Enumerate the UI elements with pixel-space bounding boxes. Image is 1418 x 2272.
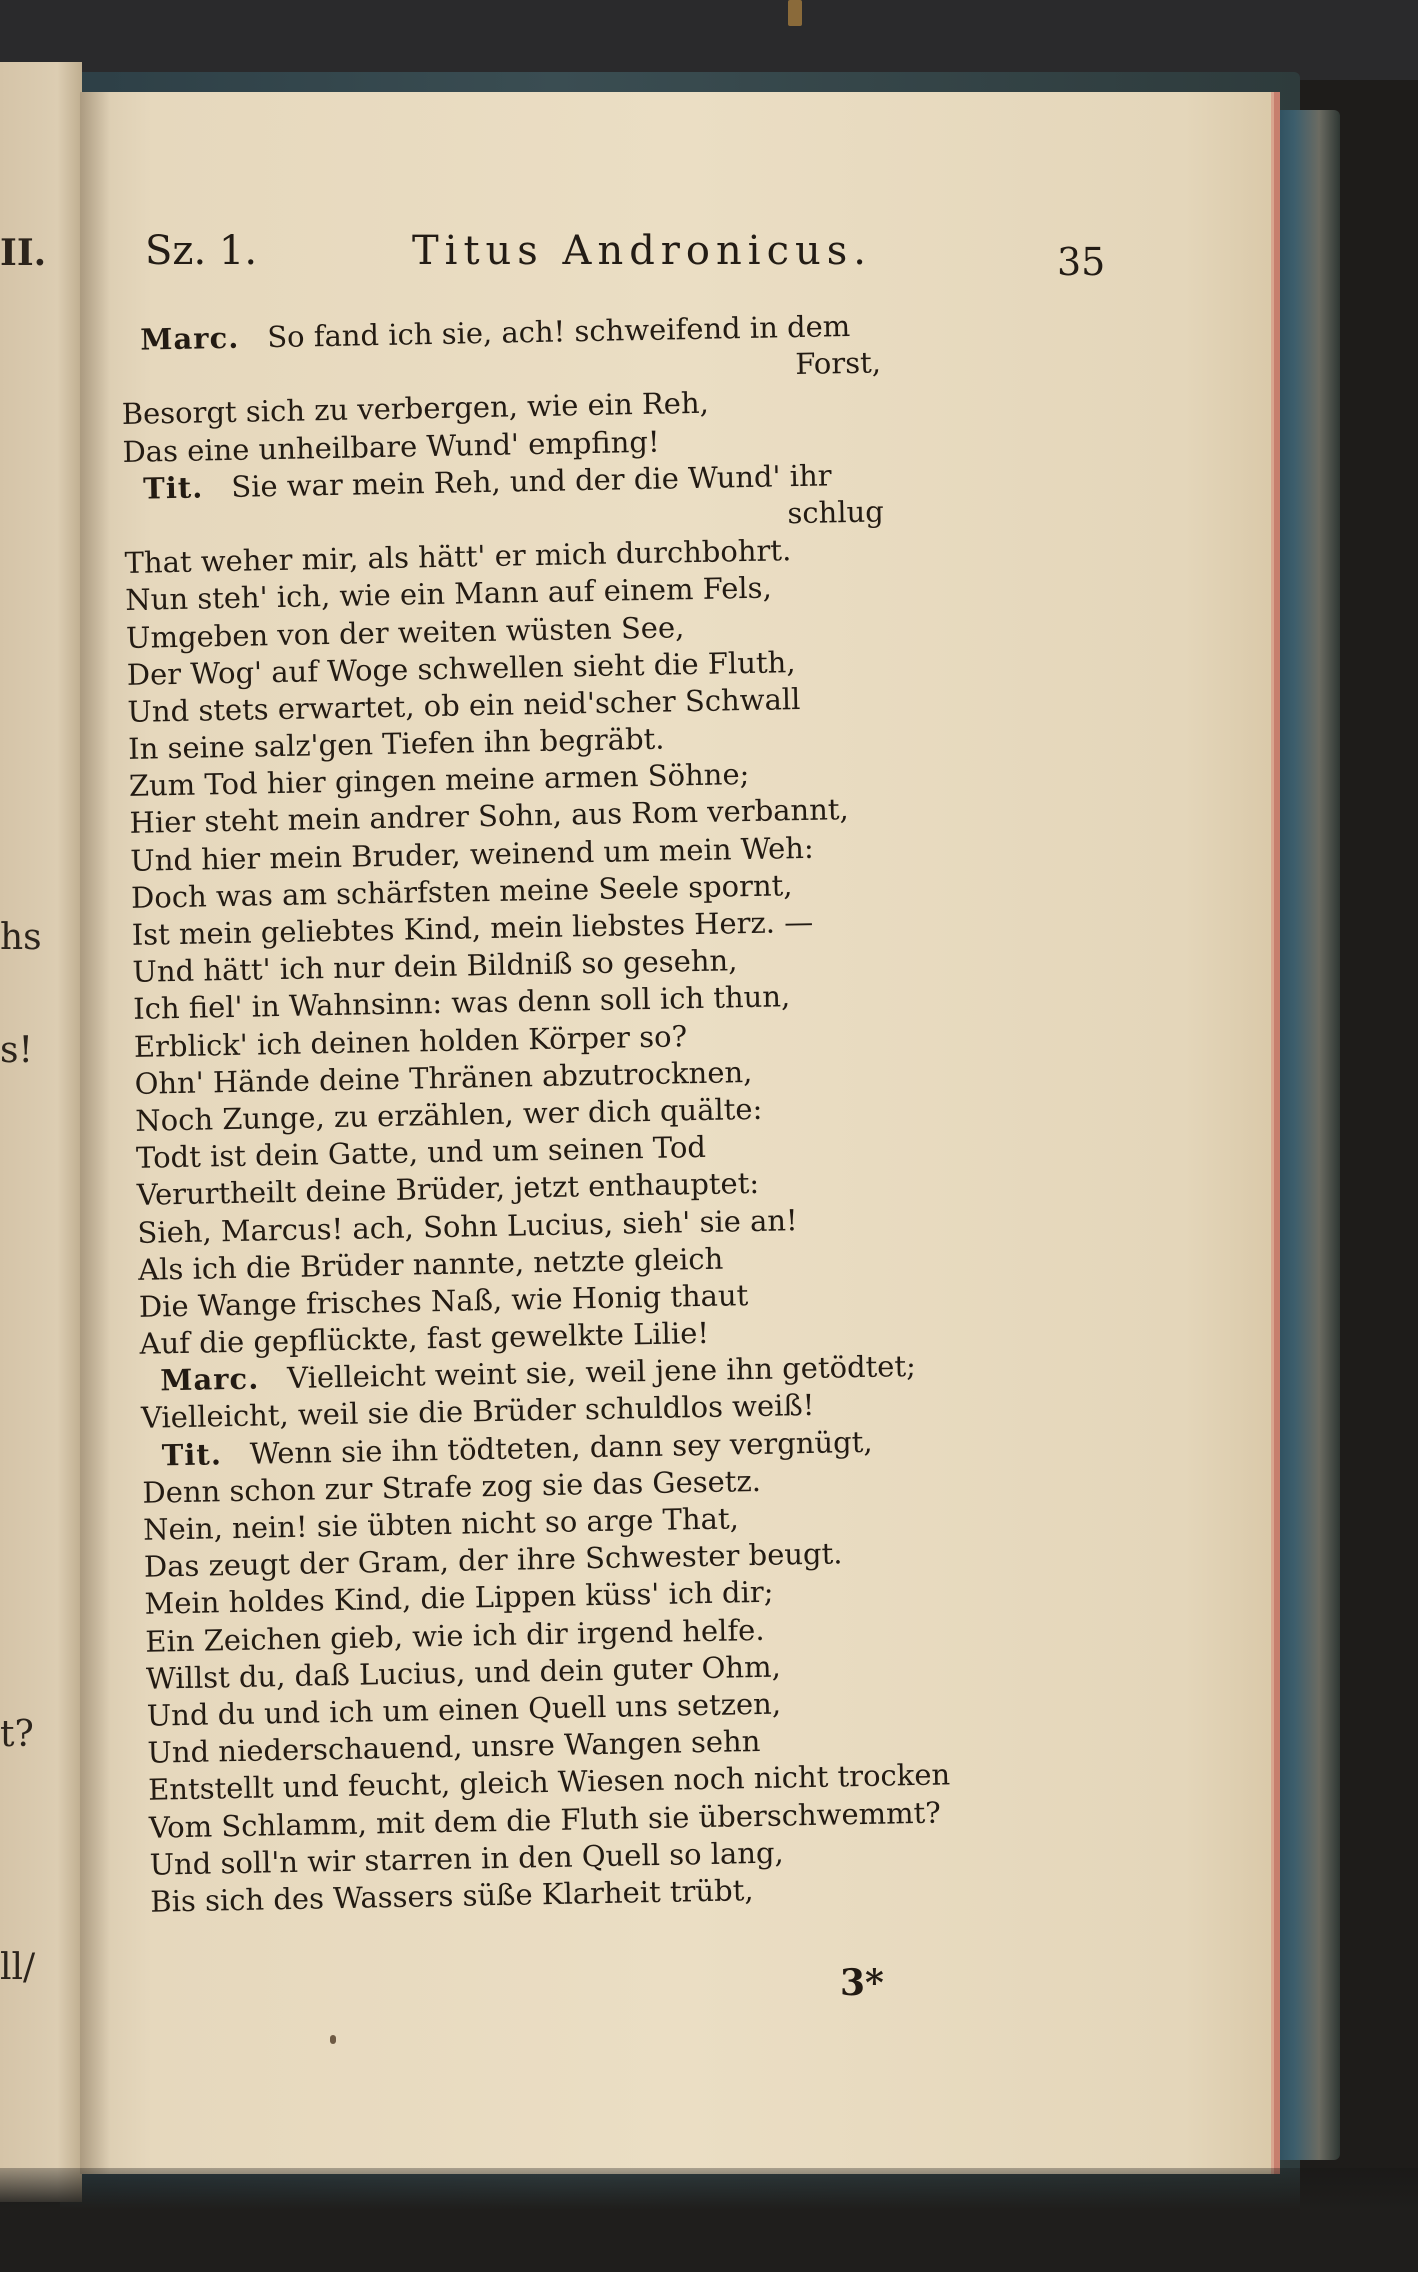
bookmark-ribbon (788, 0, 802, 26)
facing-page-edge (0, 62, 82, 2202)
line-text: Vom Schlamm, mit dem die Fluth sie überschwemmt? (148, 1795, 942, 1845)
line-text: Ist mein geliebtes Kind, mein liebstes Herz. — (131, 904, 814, 952)
margin-fragment: hs (0, 917, 42, 958)
line-text: Noch Zunge, zu erzählen, wer dich quälte: (135, 1091, 763, 1138)
line-continuation: Forst, (794, 345, 882, 382)
line-text: Das eine unheilbare Wund' empfing! (122, 424, 660, 469)
line-text: Ohn' Hände deine Thränen abzutrocknen, (134, 1054, 753, 1101)
line-text: Als ich die Brüder nannte, netzte gleich (137, 1241, 724, 1287)
line-text: Vielleicht weint sie, weil jene ihn getödtet; (286, 1349, 917, 1396)
page-number: 35 (1057, 240, 1106, 284)
line-text: That weher mir, als hätt' er mich durchbohrt. (124, 533, 792, 581)
line-text: Auf die gepflückte, fast gewelkte Lilie! (139, 1315, 710, 1361)
line-text: Entstellt und feucht, gleich Wiesen noch nicht trocken (147, 1757, 951, 1808)
speaker-name: Marc. (160, 1361, 260, 1398)
line-text: Bis sich des Wassers süße Klarheit trübt, (150, 1873, 754, 1919)
bottom-shadow (0, 2168, 1418, 2272)
line-text: Und hier mein Bruder, weinend um mein Weh: (130, 830, 815, 878)
speaker-name: Marc. (140, 320, 240, 357)
line-text: Doch was am schärfsten meine Seele spornt, (130, 868, 793, 915)
scene-label: Sz. 1. (145, 228, 258, 274)
line-text: Und niederschauend, unsre Wangen sehn (147, 1724, 761, 1770)
line-text: Und soll'n wir starren in den Quell so lang, (149, 1835, 785, 1882)
line-text: Der Wog' auf Woge schwellen sieht die Fluth, (126, 644, 796, 692)
line-text: Wenn sie ihn tödteten, dann sey vergnügt, (249, 1424, 873, 1471)
play-title: Titus Andronicus. (412, 228, 872, 274)
line-text: Zum Tod hier gingen meine armen Söhne; (128, 757, 750, 804)
line-text: Die Wange frisches Naß, wie Honig thaut (138, 1277, 749, 1324)
line-text: Und stets erwartet, ob ein neid'scher Schwall (127, 681, 801, 729)
line-text: Nun steh' ich, wie ein Mann auf einem Fels, (125, 570, 773, 618)
line-text: Und du und ich um einen Quell uns setzen, (146, 1686, 782, 1733)
cover-edge (1270, 110, 1340, 2160)
line-continuation: schlug (787, 494, 885, 531)
speaker-name: Tit. (142, 470, 204, 506)
line-text: Sie war mein Reh, und der die Wund' ihr (230, 458, 832, 504)
line-text: Nein, nein! sie übten nicht so arge That, (142, 1501, 740, 1547)
line-text: Verurtheilt deine Brüder, jetzt enthauptet: (136, 1166, 760, 1213)
paper-speck (330, 2035, 336, 2044)
line-text: Vielleicht, weil sie die Brüder schuldlos weiß! (140, 1388, 815, 1436)
background (0, 0, 1418, 80)
line-text: So fand ich sie, ach! schweifend in dem (266, 308, 851, 355)
line-text: Ich fiel' in Wahnsinn: was denn soll ich thun, (132, 979, 791, 1027)
margin-fragment: II. (0, 232, 47, 274)
line-text: Mein holdes Kind, die Lippen küss' ich dir; (144, 1575, 774, 1622)
margin-fragment: t? (0, 1714, 34, 1755)
running-header (0, 228, 1418, 288)
line-text: Das zeugt der Gram, der ihre Schwester beugt. (143, 1536, 843, 1584)
line-text: Umgeben von der weiten wüsten See, (125, 609, 685, 655)
line-text: Denn schon zur Strafe zog sie das Gesetz. (142, 1463, 762, 1510)
line-text: In seine salz'gen Tiefen ihn begräbt. (127, 721, 665, 766)
line-text: Besorgt sich zu verbergen, wie ein Reh, (121, 386, 710, 432)
line-text: Ein Zeichen gieb, wie ich dir irgend helfe. (145, 1612, 765, 1659)
line-text: Hier steht mein andrer Sohn, aus Rom verbannt, (129, 792, 850, 841)
margin-fragment: ll/ (0, 1947, 36, 1988)
signature-mark: 3* (840, 1962, 884, 2004)
line-text: Erblick' ich deinen holden Körper so? (133, 1018, 688, 1064)
line-text: Willst du, daß Lucius, und dein guter Ohm, (145, 1649, 782, 1696)
speaker-name: Tit. (161, 1436, 223, 1473)
line-text: Todt ist dein Gatte, und um seinen Tod (135, 1130, 707, 1175)
line-text: Und hätt' ich nur dein Bildniß so gesehn, (132, 943, 738, 990)
verse-text (120, 302, 1171, 1920)
gutter-shadow (80, 92, 110, 2174)
margin-fragment: s! (0, 1030, 33, 1071)
line-text: Sieh, Marcus! ach, Sohn Lucius, sieh' sie an! (137, 1202, 798, 1250)
